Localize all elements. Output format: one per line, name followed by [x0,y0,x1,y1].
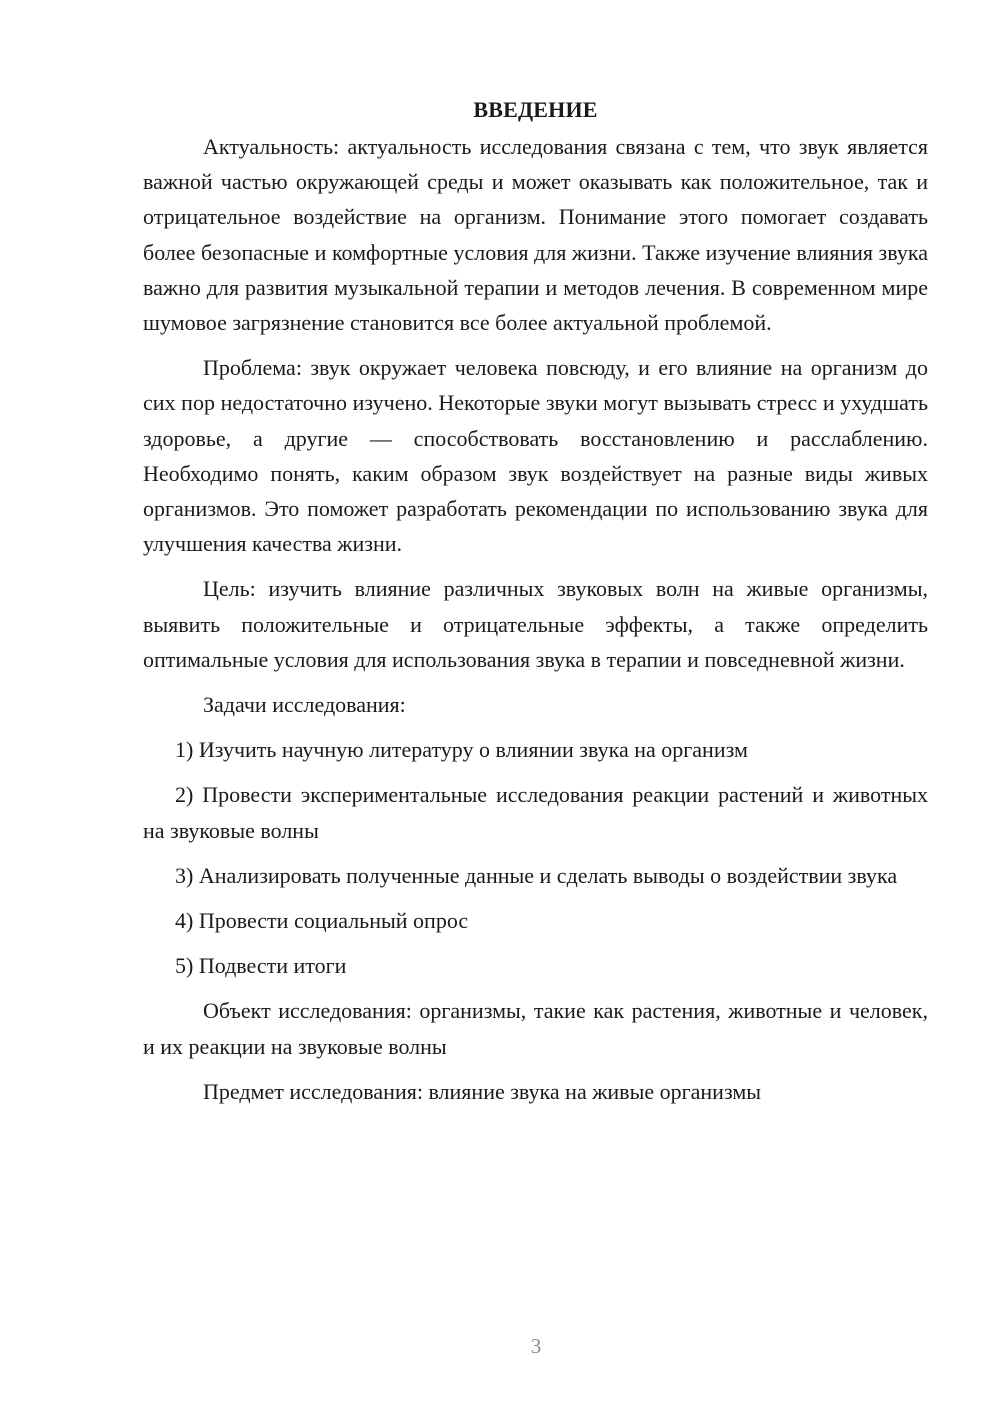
object-paragraph: Объект исследования: организмы, такие как растения, животные и человек, и их реакции на звуковые волны [143,998,928,1059]
task-item-2: 2) Провести экспериментальные исследования реакции растений и животных на звуковые волны [143,782,928,843]
relevance-paragraph: Актуальность: актуальность исследования связана с тем, что звук является важной частью окружающей среды и может оказывать как положительное, так и отрицательное воздействие на организм. Понимание этого помогает создавать более безопасные и комфортные условия для жизни. Также изучение влияния звука важно для развития музыкальной терапии и методов лечения. В современном мире шумовое загрязнение становится все более актуальной проблемой. [143,134,928,336]
task-item-4: 4) Провести социальный опрос [175,908,469,934]
section-heading: ВВЕДЕНИЕ [473,97,598,122]
page-content [143,92,928,1119]
task-item-1: 1) Изучить научную литературу о влиянии звука на организм [175,737,748,763]
tasks-title: Задачи исследования: [203,692,406,718]
task-item-5: 5) Подвести итоги [175,953,347,979]
subject-paragraph: Предмет исследования: влияние звука на живые организмы [203,1078,762,1104]
page-number: 3 [530,1334,542,1358]
goal-paragraph: Цель: изучить влияние различных звуковых волн на живые организмы, выявить положительные и отрицательные эффекты, а также определить оптимальные условия для использования звука в терапии и повседневной жизни. [143,576,928,672]
task-item-3: 3) Анализировать полученные данные и сделать выводы о воздействии звука [175,862,898,888]
problem-paragraph: Проблема: звук окружает человека повсюду, и его влияние на организм до сих пор недостаточно изучено. Некоторые звуки могут вызывать стресс и ухудшать здоровье, а другие — способствовать восстановлению и расслаблению. Необходимо понять, каким образом звук воздействует на разные виды живых организмов. Это поможет разработать рекомендации по использованию звука для улучшения качества жизни. [143,355,928,557]
